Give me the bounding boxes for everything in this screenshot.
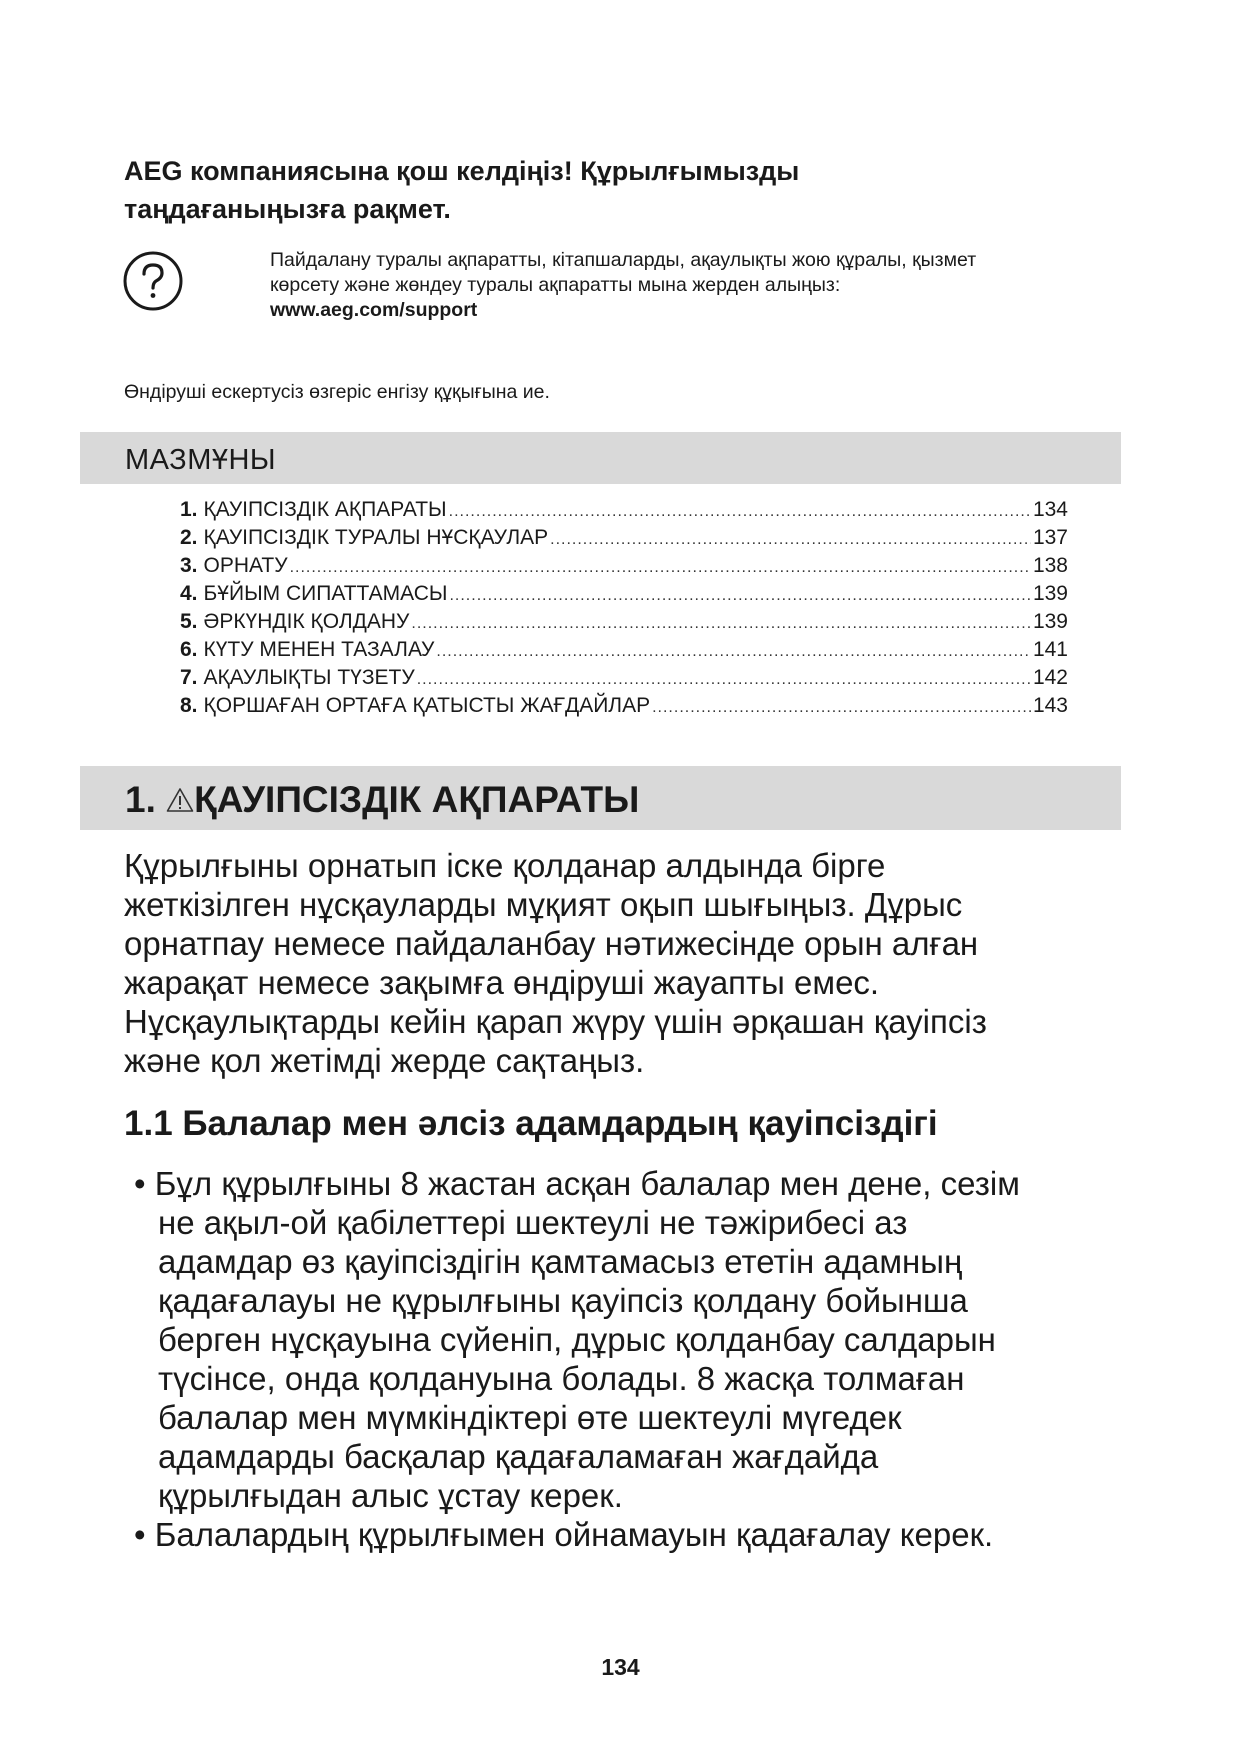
toc-leader-dots: [436, 643, 1031, 661]
intro-line: Нұсқаулықтарды кейін қарап жүру үшін әрқашан қауіпсіз: [124, 1003, 987, 1040]
toc-item-number: 2.: [180, 526, 198, 549]
toc-item-title: АҚАУЛЫҚТЫ ТҮЗЕТУ: [203, 666, 415, 689]
toc-item-number: 4.: [180, 582, 198, 605]
subsection-title: 1.1 Балалар мен әлсіз адамдардың қауіпсіздігі: [124, 1104, 938, 1143]
bullet-item: [124, 1515, 1124, 1554]
toc-item-title: КҮТУ МЕНЕН ТАЗАЛАУ: [203, 638, 435, 661]
toc-item-title: ОРНАТУ: [203, 554, 288, 577]
toc-item-number: 5.: [180, 610, 198, 633]
toc-item-page: 134: [1032, 498, 1068, 521]
warning-triangle-icon: [166, 787, 194, 813]
toc-item[interactable]: [180, 666, 1068, 694]
toc-item-page: 137: [1032, 526, 1068, 549]
toc-item-title: БҰЙЫМ СИПАТТАМАСЫ: [203, 582, 448, 605]
toc-item-title: ӘРКҮНДІК ҚОЛДАНУ: [203, 610, 410, 633]
welcome-line-1: AEG компаниясына қош келдіңіз! Құрылғымызды: [124, 156, 800, 186]
toc-item[interactable]: [180, 582, 1068, 610]
bullet-line: Балалардың құрылғымен ойнамауын қадағалау керек.: [154, 1516, 994, 1553]
toc-item-page: 141: [1032, 638, 1068, 661]
section-number: 1.: [125, 779, 156, 820]
toc-item[interactable]: [180, 694, 1068, 722]
toc-item-number: 7.: [180, 666, 198, 689]
toc-leader-dots: [550, 531, 1031, 549]
intro-line: орнатпау немесе пайдаланбау нәтижесінде орын алған: [124, 925, 979, 962]
toc-item[interactable]: [180, 498, 1068, 526]
toc-item[interactable]: [180, 610, 1068, 638]
support-text-line-1: Пайдалану туралы ақпаратты, кітапшаларды, ақаулықты жою құралы, қызмет: [270, 249, 977, 271]
toc-header-band: [80, 432, 1121, 484]
toc-item-number: 6.: [180, 638, 198, 661]
toc-title: МАЗМҰНЫ: [125, 444, 277, 476]
toc-item-page: 138: [1032, 554, 1068, 577]
bullet-line: түсінсе, онда қолдануына болады. 8 жасқа толмаған: [158, 1360, 965, 1397]
toc-leader-dots: [449, 587, 1030, 605]
safety-bullet-list: [124, 1164, 1124, 1554]
toc-item-number: 8.: [180, 694, 198, 717]
support-url-link[interactable]: www.aeg.com/support: [270, 299, 478, 321]
intro-line: және қол жетімді жерде сақтаңыз.: [124, 1042, 645, 1079]
section-title-text: ҚАУІПСІЗДІК АҚПАРАТЫ: [194, 779, 640, 820]
intro-paragraph: [124, 846, 1124, 1080]
bullet-line: адамдар өз қауіпсіздігін қамтамасыз ететін адамның: [158, 1243, 963, 1280]
toc-item-page: 139: [1032, 610, 1068, 633]
bullet-line: қадағалауы не құрылғыны қауіпсіз қолдану бойынша: [158, 1282, 968, 1319]
toc-leader-dots: [411, 615, 1031, 633]
bullet-line: не ақыл-ой қабілеттері шектеулі не тәжірибесі аз: [158, 1204, 908, 1241]
welcome-line-2: таңдағаныңызға рақмет.: [124, 194, 451, 224]
toc-item[interactable]: [180, 638, 1068, 666]
toc-item-page: 139: [1032, 582, 1068, 605]
toc-item-page: 142: [1032, 666, 1068, 689]
toc-leader-dots: [417, 671, 1031, 689]
toc-item[interactable]: [180, 554, 1068, 582]
bullet-line: балалар мен мүмкіндіктері өте шектеулі мүгедек: [158, 1399, 902, 1436]
manufacturer-disclaimer: Өндіруші ескертусіз өзгеріс енгізу құқығына ие.: [124, 381, 550, 403]
toc-item-title: ҚОРШАҒАН ОРТАҒА ҚАТЫСТЫ ЖАҒДАЙЛАР: [203, 694, 651, 717]
toc-item-page: 143: [1032, 694, 1068, 717]
toc-item[interactable]: [180, 526, 1068, 554]
toc-item-number: 3.: [180, 554, 198, 577]
section-header-band: [80, 766, 1121, 830]
toc-item-number: 1.: [180, 498, 198, 521]
page-number: 134: [601, 1654, 640, 1680]
bullet-item: [124, 1164, 1124, 1515]
question-circle-icon: [122, 250, 184, 312]
bullet-line: берген нұсқауына сүйеніп, дұрыс қолданбау салдарын: [158, 1321, 996, 1358]
bullet-line: құрылғыдан алыс ұстау керек.: [158, 1477, 623, 1514]
section-title: [125, 779, 639, 821]
welcome-heading: [124, 152, 1024, 228]
table-of-contents: [180, 498, 1068, 722]
intro-line: Құрылғыны орнатып іске қолданар алдында бірге: [124, 847, 886, 884]
bullet-line: адамдарды басқалар қадағаламаған жағдайда: [158, 1438, 879, 1475]
toc-leader-dots: [449, 503, 1031, 521]
intro-line: жарақат немесе зақымға өндіруші жауапты емес.: [124, 964, 880, 1001]
bullet-line: Бұл құрылғыны 8 жастан асқан балалар мен дене, сезім: [154, 1165, 1020, 1202]
intro-line: жеткізілген нұсқауларды мұқият оқып шығыңыз. Дұрыс: [124, 886, 963, 923]
toc-item-title: ҚАУІПСІЗДІК ТУРАЛЫ НҰСҚАУЛАР: [203, 526, 549, 549]
support-text-line-2: көрсету және жөндеу туралы ақпаратты мына жерден алыңыз:: [270, 274, 841, 296]
toc-leader-dots: [290, 559, 1031, 577]
toc-item-title: ҚАУІПСІЗДІК АҚПАРАТЫ: [203, 498, 447, 521]
toc-leader-dots: [652, 699, 1031, 717]
support-info: [270, 248, 1120, 323]
